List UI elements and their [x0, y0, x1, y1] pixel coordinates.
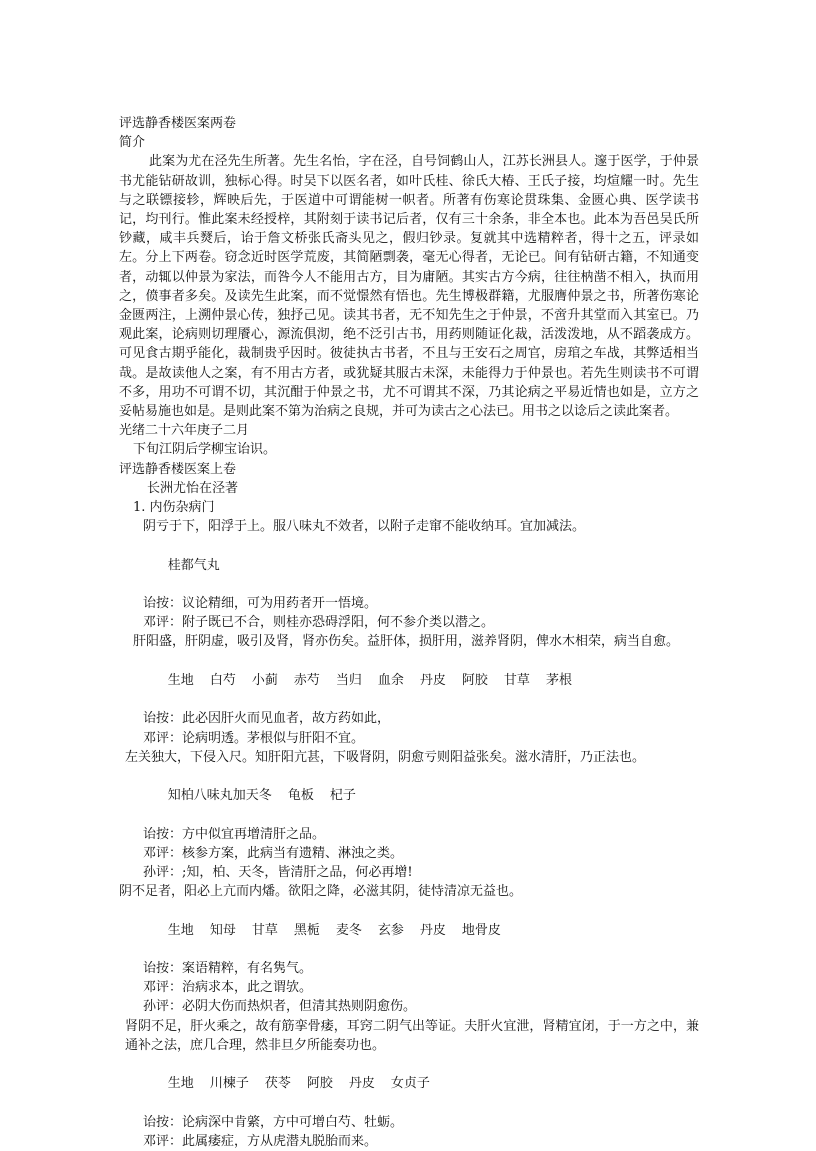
herb: 丹皮	[419, 922, 446, 938]
herb: 生地	[167, 922, 194, 938]
case-text: 肝阳盛，肝阴虚，吸引及肾，肾亦伤矣。益肝体，损肝用，滋养肾阴，俾水木相荣，病当自愈。	[133, 634, 680, 650]
formula-line	[119, 652, 699, 710]
author-line: 长洲尤怡在泾著	[147, 480, 239, 496]
case-text: 肾阴不足，肝火乘之，故有筋挛骨痿，耳窍二阴气出等证。夫肝火宜泄，肾精宜闭，于一方之中，兼通补之法，庶几合理，然非旦夕所能奏功也。	[125, 1018, 699, 1053]
date-line: 光绪二十六年庚子二月	[119, 423, 250, 439]
case-entry	[119, 1017, 699, 1151]
commentary-note: 诒按：论病深中肯綮，方中可增白芍、牡蛎。	[143, 1114, 404, 1130]
herb: 生地	[167, 1076, 194, 1092]
herb: 茅根	[545, 672, 572, 688]
intro-heading: 简介	[119, 135, 146, 151]
case-entry	[119, 748, 699, 882]
herb: 川楝子	[209, 1076, 249, 1092]
herb: 地骨皮	[461, 922, 501, 938]
herb: 赤芍	[293, 672, 320, 688]
case-entry	[119, 882, 699, 1016]
herb: 桂都气丸	[167, 557, 220, 573]
herb: 白芍	[209, 672, 236, 688]
commentary-note: 邓评：论病明透。茅根似与肝阳不宜。	[143, 730, 365, 746]
commentary-note: 邓评：治病求本，此之谓欤。	[143, 980, 313, 996]
commentary-note: 邓评：此属痿症，方从虎潜丸脱胎而来。	[143, 1133, 378, 1149]
formula-line	[119, 767, 699, 825]
herb: 杞子	[329, 788, 356, 804]
herb: 女贞子	[390, 1076, 430, 1092]
herb: 甘草	[251, 922, 278, 938]
intro-paragraph: 此案为尤在泾先生所著。先生名怡，字在泾，自号饲鹤山人，江苏长洲县人。邃于医学，于仲景书尤能钻研故训，独标心得。时吴下以医名者，如叶氏桂、徐氏大椿、王氏子接，均煊耀一时。先生与之联镖接轸，辉映后先，于医道中可谓能树一帜者。所著有伤寒论贯珠集、金匮心典、医学读书记，均刊行。惟此案未经授梓，其附刻于读书记后者，仅有三十余条，非全本也。此本为吾邑吴氏所钞藏，咸丰兵燹后，诒于詹文桥张氏斋头见之，假归钞录。复就其中选精粹者，得十之五，评录如左。分上下两卷。窃念近时医学荒废，其简陋剽袭，毫无心得者，无论已。间有钻研古籍，不知通变者，动辄以仲景为家法，而咎今人不能用古方，目为庸陋。其实古方今病，往往枘凿不相入，执而用之，偾事者多矣。及读先生此案，而不觉憬然有悟也。先生博极群籍，尤服膺仲景之书，所著伤寒论金匮两注，上溯仲景心传，独抒己见。读其书者，无不知先生之于仲景，不啻升其堂而入其室已。乃观此案，论病则切理餍心，源流俱沏，绝不泛引古书，用药则随证化裁，活泼泼地，从不蹈袭成方。可见食古期乎能化，裁制贵乎因时。彼徒执古书者，不且与王安石之周官，房琯之车战，其弊适相当哉。是故读他人之案，有不用古方者，或犹疑其服古未深，未能得力于仲景也。若先生则读书不可谓不多，用功不可谓不切，其沉酣于仲景之书，尤不可谓其不深，乃其论病之平易近情也如是，立方之妥帖易施也如是。是则此案不第为治病之良规，并可为读古之心法已。用书之以谂后之读此案者。	[119, 154, 699, 420]
document-title: 评选静香楼医案两卷	[119, 116, 237, 131]
herb: 黑栀	[293, 922, 320, 938]
herb: 茯苓	[264, 1076, 291, 1092]
commentary-note: 孙评：必阴大伤而热炽者，但清其热则阴愈伤。	[143, 999, 417, 1015]
case-entry	[119, 632, 699, 747]
signature: 下旬江阴后学柳宝诒识。	[133, 442, 277, 458]
herb: 玄参	[377, 922, 404, 938]
herb: 阿胶	[461, 672, 488, 688]
document-page	[119, 114, 699, 1151]
commentary-note: 诒按：案语精粹，有名隽气。	[143, 960, 313, 976]
commentary-note: 诒按：议论精细，可为用药者开一悟境。	[143, 596, 378, 612]
herb: 丹皮	[348, 1076, 375, 1092]
formula-line	[119, 1055, 699, 1113]
case-text: 阴不足者，阳必上亢而内燔。欲阳之降，必滋其阴，徒恃清凉无益也。	[119, 884, 523, 900]
commentary-note: 孙评：;知，柏、天冬，皆清肝之品，何必再增!	[143, 864, 413, 880]
volume-title: 评选静香楼医案上卷	[119, 461, 237, 477]
herb: 麦冬	[335, 922, 362, 938]
formula-line	[119, 901, 699, 959]
commentary-note: 邓评：附子既已不合，则桂亦恐碍浮阳，何不参介类以潜之。	[143, 615, 495, 631]
herb: 小蓟	[251, 672, 278, 688]
herb: 甘草	[503, 672, 530, 688]
case-text: 阴亏于下，阳浮于上。服八味丸不效者，以附子走窜不能收纳耳。宜加减法。	[143, 519, 586, 535]
herb: 血余	[377, 672, 404, 688]
formula-line	[119, 536, 699, 594]
herb: 丹皮	[419, 672, 446, 688]
case-entry	[119, 517, 699, 632]
herb: 阿胶	[306, 1076, 333, 1092]
commentary-note: 诒按：此必因肝火而见血者，故方药如此，	[143, 711, 391, 727]
commentary-note: 邓评：核参方案，此病当有遗精、淋浊之类。	[143, 845, 404, 861]
commentary-note: 诒按：方中似宜再增清肝之品。	[143, 826, 326, 842]
herb: 当归	[335, 672, 362, 688]
section-heading: 1. 内伤杂病门	[133, 500, 215, 516]
herb: 知母	[209, 922, 236, 938]
herb: 龟板	[287, 788, 314, 804]
herb: 知柏八味丸加天冬	[167, 788, 272, 804]
case-text: 左关独大，下侵入尺。知肝阳亢甚，下吸肾阴，阴愈亏则阳益张矣。滋水清肝，乃正法也。	[125, 749, 646, 765]
herb: 生地	[167, 672, 194, 688]
